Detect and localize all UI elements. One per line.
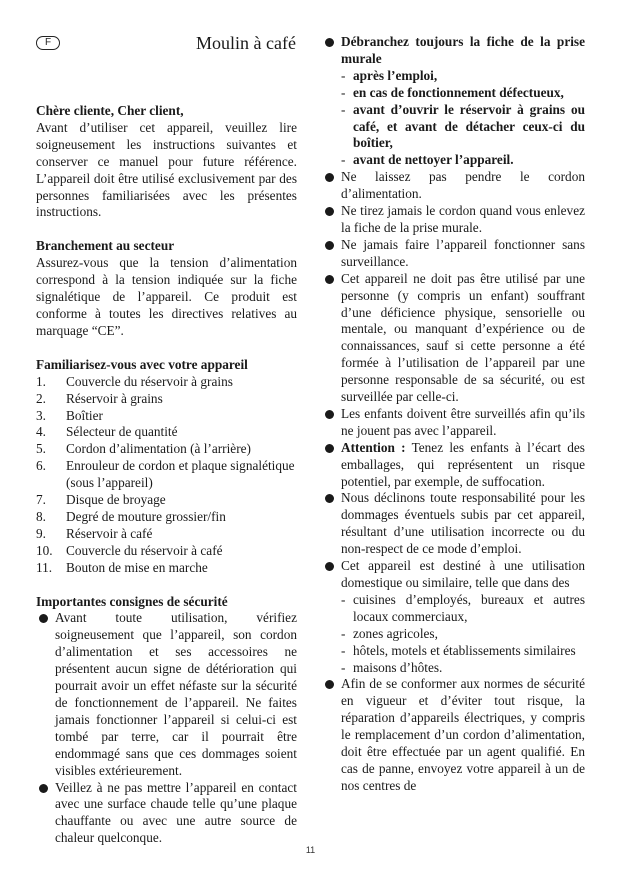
bullet-icon: [325, 562, 334, 571]
bullet-icon: [325, 275, 334, 284]
bullet-icon: [325, 207, 334, 216]
unplug-sublist: [341, 68, 585, 169]
list-item: 7. Disque de broyage: [36, 492, 166, 508]
bullet-icon: [325, 38, 334, 47]
power-text: Assurez-vous que la tension d’alimentation correspond à la tension indiquée sur la fiche signalétique de l’appareil. Ce produit est conforme à toutes les directives relatives au marquage “CE”.: [36, 255, 297, 338]
bullet-icon: [325, 173, 334, 182]
sub-item: - cuisines d’employés, bureaux et autres locaux commerciaux,: [341, 591, 585, 624]
page-number: 11: [305, 845, 316, 855]
sub-item: - avant de nettoyer l’appareil.: [341, 152, 514, 168]
list-item: 4. Sélecteur de quantité: [36, 424, 178, 440]
list-item: 2. Réservoir à grains: [36, 390, 163, 406]
list-item: [322, 34, 585, 169]
page-title: Moulin à café: [196, 33, 296, 53]
sub-item: - hôtels, motels et établissements similaires: [341, 642, 576, 658]
domestic-sublist: [341, 592, 585, 677]
parts-heading: Familiarisez-vous avec votre appareil: [36, 356, 248, 372]
bullet-icon: [325, 444, 334, 453]
list-item: Ne jamais faire l’appareil fonctionner sans surveillance.: [322, 237, 585, 271]
sub-item: - maisons d’hôtes.: [341, 659, 443, 675]
unplug-lead: Débranchez toujours la fiche de la prise murale: [341, 34, 585, 66]
list-item: 11. Bouton de mise en marche: [36, 559, 208, 575]
bullet-icon: [325, 680, 334, 689]
list-item: 10. Couvercle du réservoir à café: [36, 542, 223, 558]
safety-heading: Importantes consignes de sécurité: [36, 593, 228, 609]
bullet-icon: [325, 241, 334, 250]
list-item: Afin de se conformer aux normes de sécurité en vigueur et d’éviter tout risque, la réparation d’appareils électriques, y compris le remplacement d’un cordon d’alimentation, doit être effectuée par un agent qualifié. En cas de panne, envoyez votre appareil à un de nos centres de: [322, 676, 585, 794]
list-item: Veillez à ne pas mettre l’appareil en contact avec une surface chaude telle qu’une plaque chauffante ou avec une autre source de chaleur quelconque.: [36, 780, 297, 848]
list-item: Avant toute utilisation, vérifiez soigneusement que l’appareil, son cordon d’alimentation et ses accessoires ne présentent aucun signe de détérioration qui pourrait avoir un effet néfaste sur la sécurité de fonctionnement de l’appareil. Ne faites jamais fonctionner l’appareil si celui-ci est tombé par terre, car il pourrait être endommagé sans que ces dommages soient visibles extérieurement.: [36, 610, 297, 779]
language-badge: F: [36, 36, 60, 50]
list-item: Nous déclinons toute responsabilité pour les dommages éventuels subis par cet appareil, résultant d’une utilisation incorrecte ou du non-respect de ce mode d’emploi.: [322, 490, 585, 558]
list-item: Ne tirez jamais le cordon quand vous enlevez la fiche de la prise murale.: [322, 203, 585, 237]
power-heading: Branchement au secteur: [36, 238, 175, 254]
bullet-icon: [39, 784, 48, 793]
list-item: 3. Boîtier: [36, 407, 103, 423]
list-item: Attention : Tenez les enfants à l’écart des emballages, qui représentent un risque potentiel, par exemple, de suffocation.: [322, 440, 585, 491]
domestic-lead: Cet appareil est destiné à une utilisation domestique ou similaire, telle que dans des: [341, 558, 585, 590]
bullet-icon: [325, 410, 334, 419]
list-item: Ne laissez pas pendre le cordon d’alimentation.: [322, 169, 585, 203]
sub-item: - en cas de fonctionnement défectueux,: [341, 84, 564, 100]
list-item: 5. Cordon d’alimentation (à l’arrière): [36, 441, 251, 457]
safety-list-right: [322, 34, 585, 795]
safety-list-left: [36, 610, 297, 847]
list-item: 6. Enrouleur de cordon et plaque signalétique (sous l’appareil): [36, 458, 295, 491]
list-item: 9. Réservoir à café: [36, 525, 153, 541]
list-item: Cet appareil ne doit pas être utilisé par une personne (y compris un enfant) souffrant d’une déficience physique, sensorielle ou mentale, ou manquant d’expérience ou de connaissances, sauf si cette personne a été formée à l’utilisation de l’appareil par une personne responsable de sa sécurité, ou est surveillée par celle-ci.: [322, 271, 585, 406]
left-column: [36, 103, 297, 847]
list-item: [322, 558, 585, 676]
sub-item: - après l’emploi,: [341, 67, 438, 83]
sub-item: - zones agricoles,: [341, 625, 438, 641]
sub-item: - avant d’ouvrir le réservoir à grains ou café, et avant de détacher ceux-ci du boîtier,: [341, 101, 585, 151]
parts-list: [36, 374, 297, 577]
right-column: [322, 34, 585, 795]
bullet-icon: [39, 614, 48, 623]
bullet-icon: [325, 494, 334, 503]
intro-heading: Chère cliente, Cher client,: [36, 103, 184, 118]
intro-text: Avant d’utiliser cet appareil, veuillez lire soigneusement les instructions suivantes et conserver ce manuel pour future référence. L’appareil doit être utilisé exclusivement par des personnes familiarisées avec les présentes instructions.: [36, 119, 297, 220]
attention-label: Attention :: [341, 439, 406, 455]
list-item: Les enfants doivent être surveillés afin qu’ils ne jouent pas avec l’appareil.: [322, 406, 585, 440]
list-item: 8. Degré de mouture grossier/fin: [36, 508, 226, 524]
list-item: 1. Couvercle du réservoir à grains: [36, 373, 233, 389]
